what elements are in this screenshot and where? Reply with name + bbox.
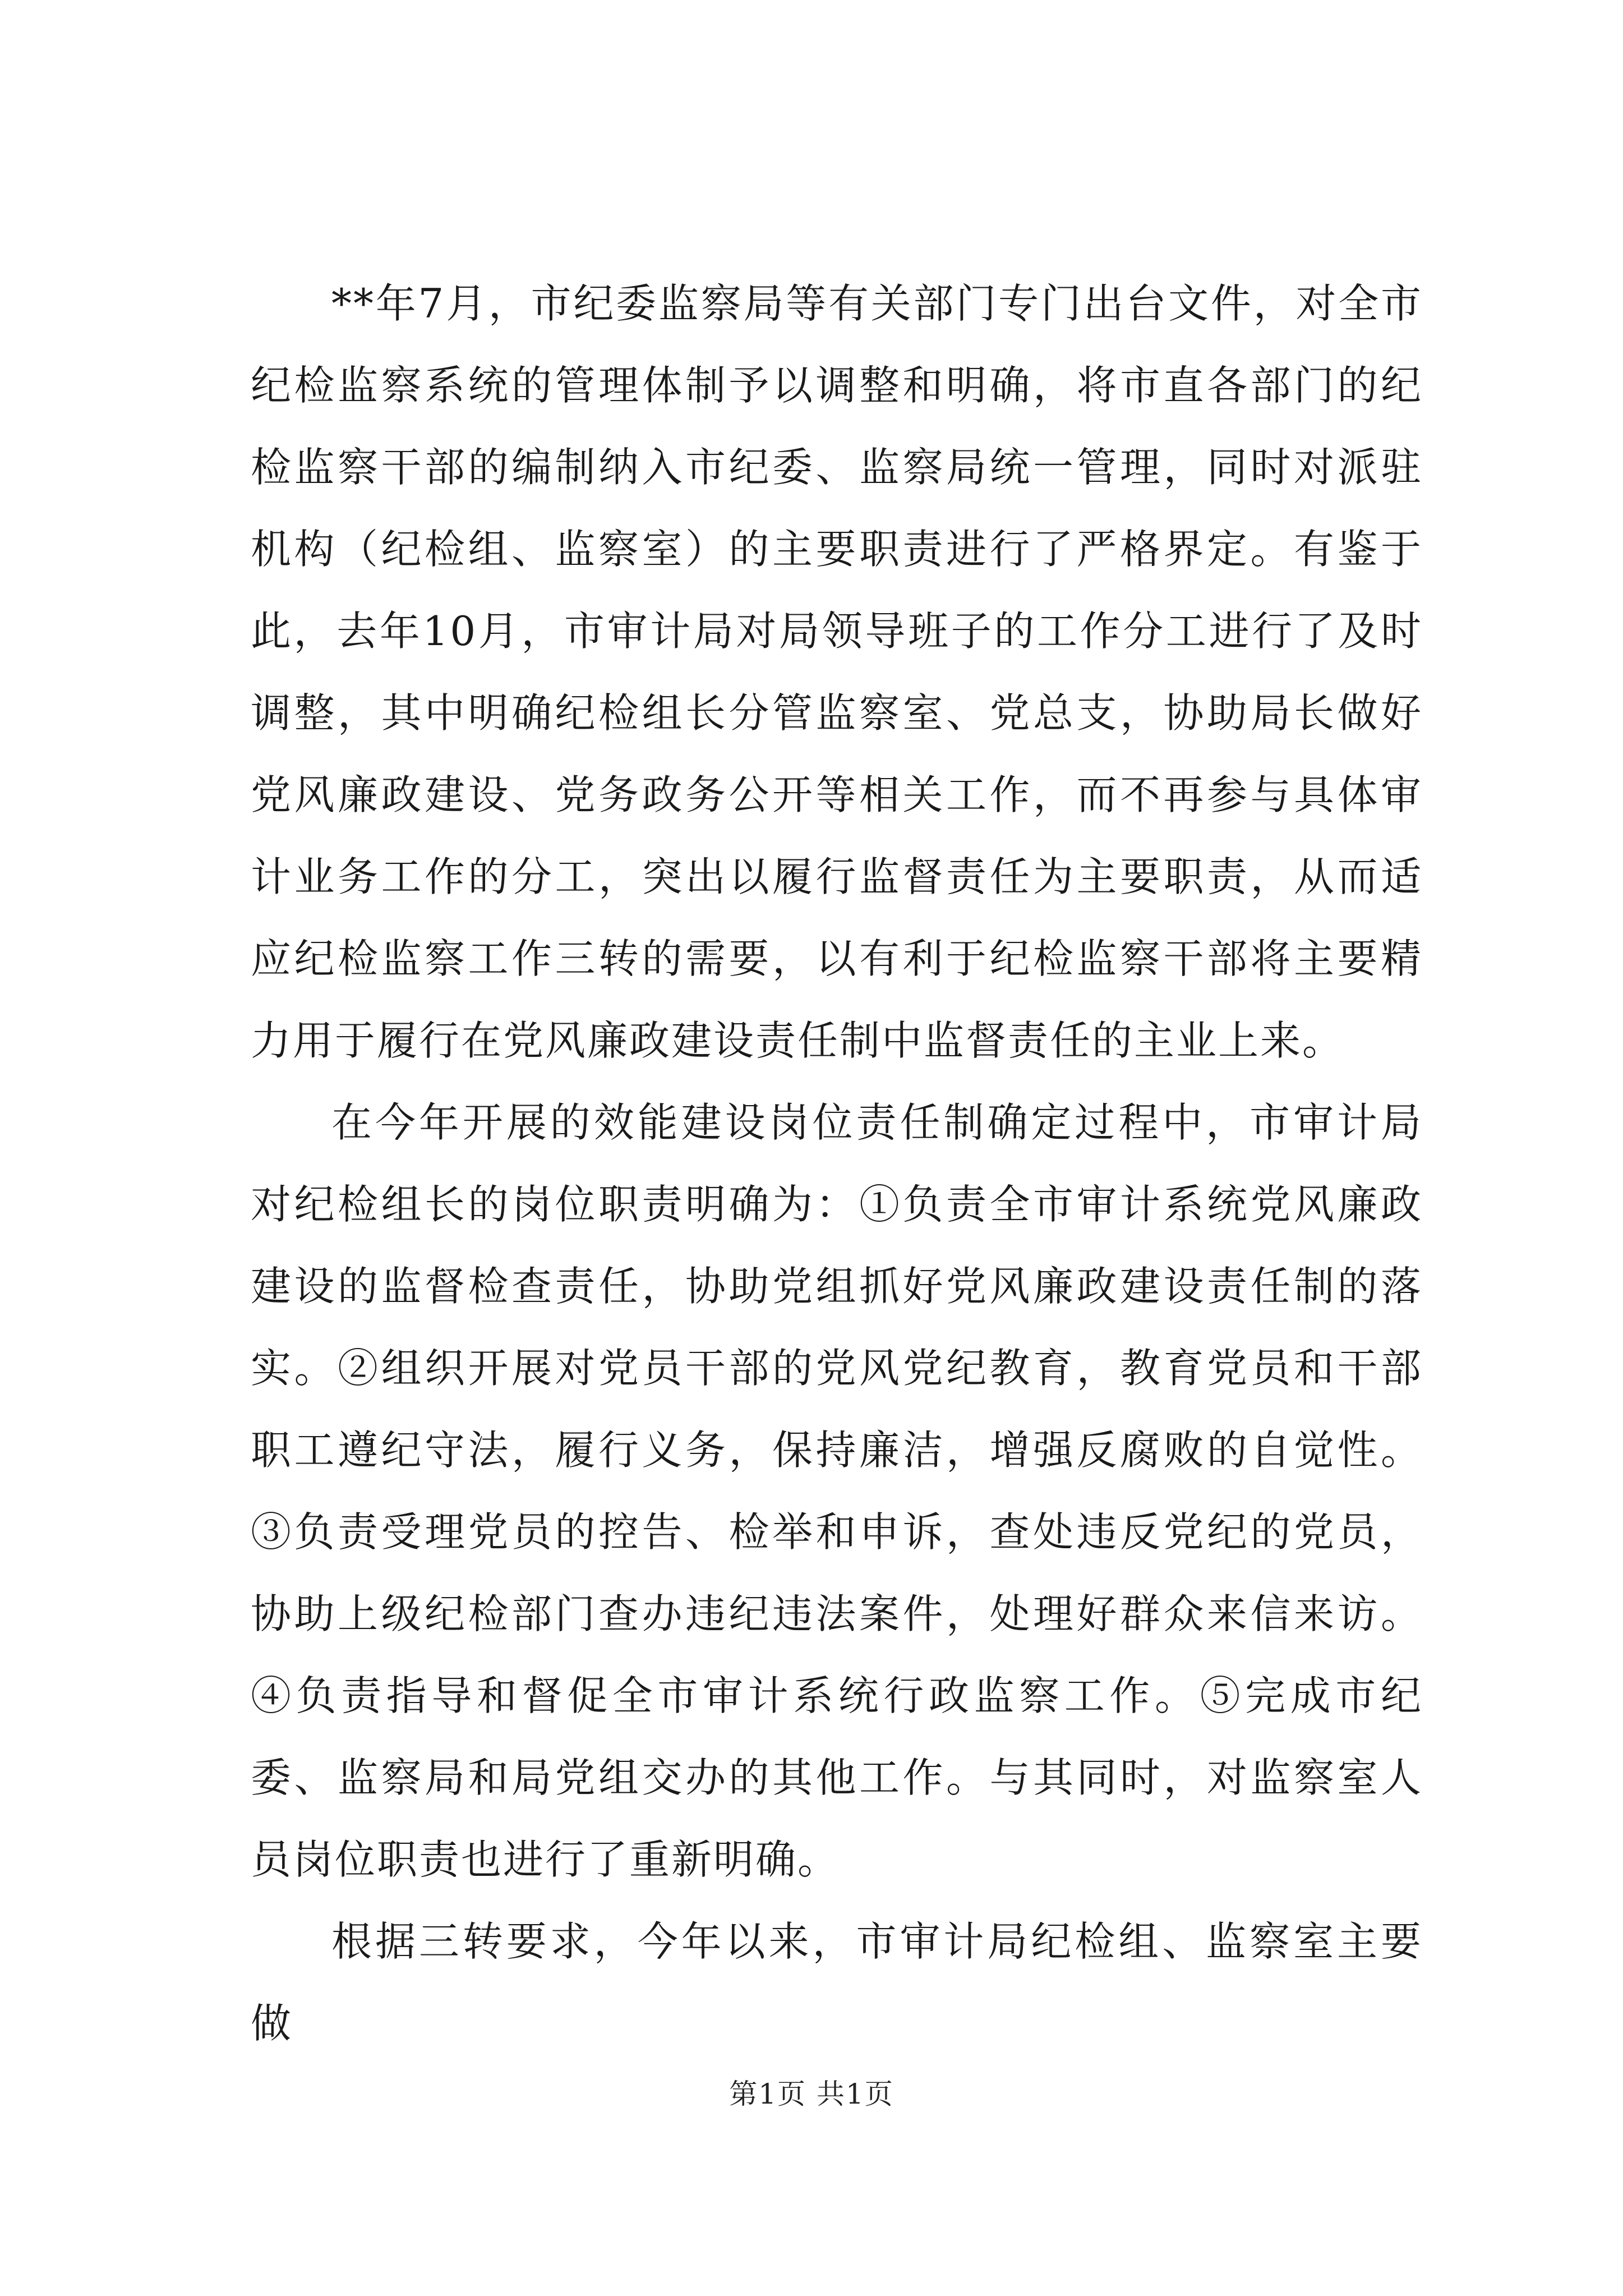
page-footer: 第1页 共1页 [729, 2078, 894, 2110]
paragraph-2: 在今年开展的效能建设岗位责任制确定过程中，市审计局对纪检组长的岗位职责明确为：①负责全市审计系统党风廉政建设的监督检查责任，协助党组抓好党风廉政建设责任制的落实。②组织开展对党员干部的党风党纪教育，教育党员和干部职工遵纪守法，履行义务，保持廉洁，增强反腐败的自觉性。③负责受理党员的控告、检举和申诉，查处违反党纪的党员，协助上级纪检部门查办违纪违法案件，处理好群众来信来访。④负责指导和督促全市审计系统行政监察工作。⑤完成市纪委、监察局和局党组交办的其他工作。与其同时，对监察室人员岗位职责也进行了重新明确。 [251, 1099, 1423, 1883]
document-body [251, 263, 1423, 2064]
paragraph-3: 根据三转要求，今年以来，市审计局纪检组、监察室主要做 [251, 1918, 1423, 2047]
paragraph-1: **年7月，市纪委监察局等有关部门专门出台文件，对全市纪检监察系统的管理体制予以调整和明确，将市直各部门的纪检监察干部的编制纳入市纪委、监察局统一管理，同时对派驻机构（纪检组、监察室）的主要职责进行了严格界定。有鉴于此，去年10月，市审计局对局领导班子的工作分工进行了及时调整，其中明确纪检组长分管监察室、党总支，协助局长做好党风廉政建设、党务政务公开等相关工作，而不再参与具体审计业务工作的分工，突出以履行监督责任为主要职责，从而适应纪检监察工作三转的需要，以有利于纪检监察干部将主要精力用于履行在党风廉政建设责任制中监督责任的主业上来。 [251, 280, 1423, 1064]
